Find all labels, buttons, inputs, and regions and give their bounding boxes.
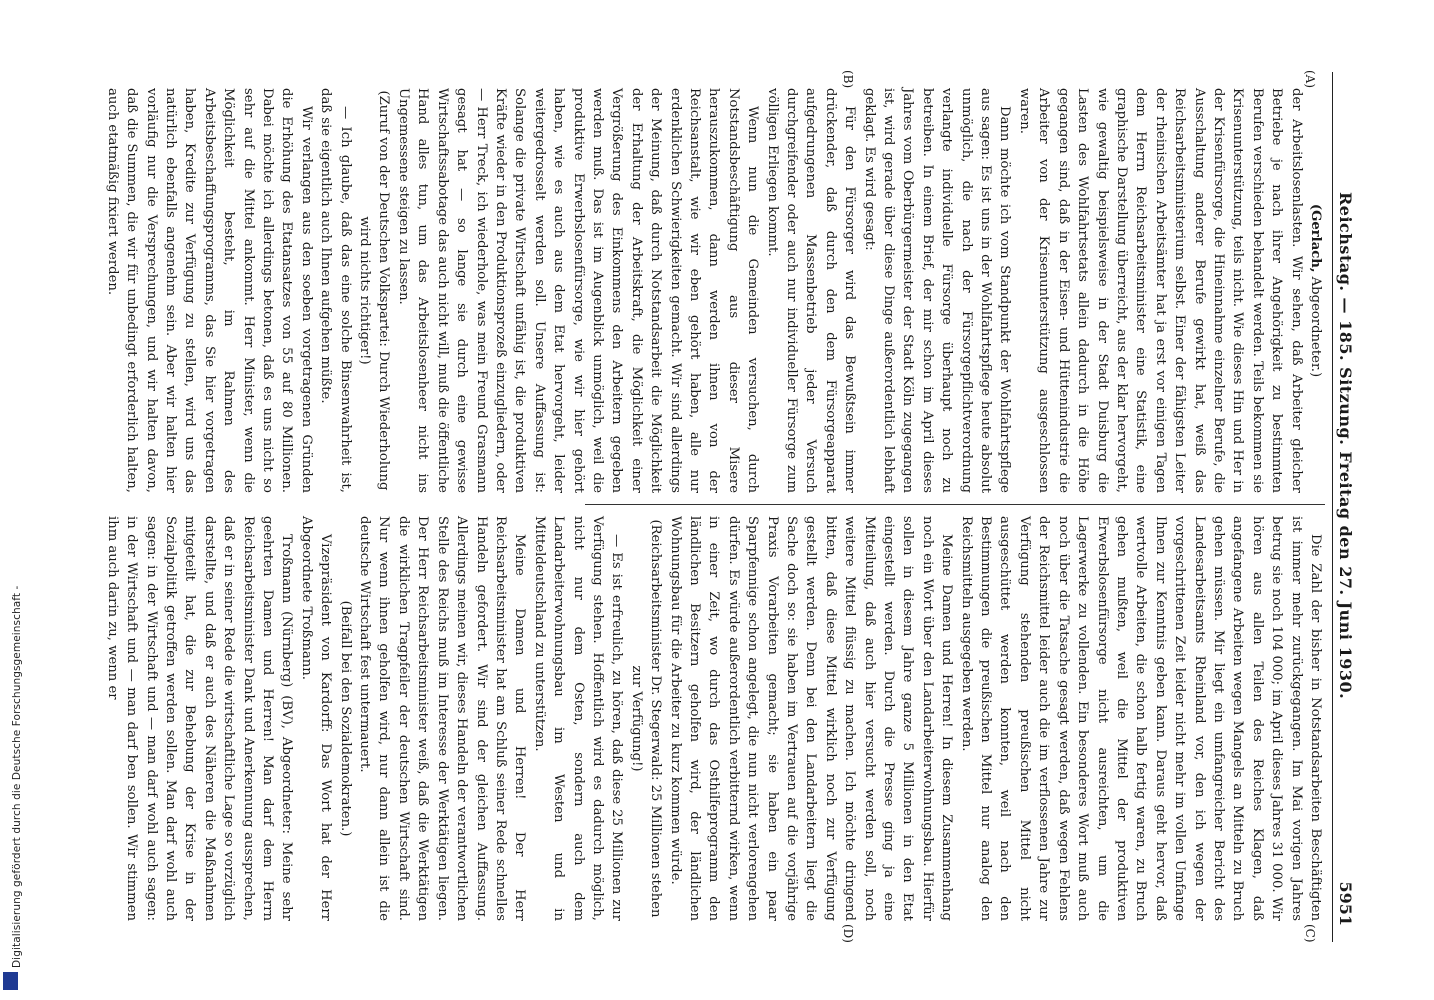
paragraph: Meine Damen und Herren! Der Herr Reichsarbeitsminister hat am Schluß seiner Rede schnelles Handeln gefordert. Wir sind der gleichen Auffassung. Allerdings meinen wir, dieses Handeln der verantwortlichen Stelle des Reichs muß im Interesse der Werktätigen liegen. Der Herr Reichsarbeitsminister weiß, daß die Werktätigen die wirklichen Tragpfeiler der deutschen Wirtschaft sind. Nur wenn ihnen geholfen wird, nur dann allein ist die deutsche Wirtschaft fest untermauert.: [357, 516, 528, 921]
speaker-line: [1306, 88, 1325, 493]
margin-marker-b: (B): [841, 70, 855, 89]
interjection: (Reichsarbeitsminister Dr. Stegerwald: 25 Millionen stehen zur Verfügung!): [628, 519, 664, 918]
paragraph: Meine Damen und Herren! In diesem Zusammenhang noch ein Wort über den Landarbeiterwohnungsbau. Hierfür sollen in diesem Jahre ganze 5 Millionen in den Etat eingestellt werden. Durch die Presse ging ja eine Mitteilung, daß auch hier versucht werden soll, noch weitere Mittel flüssig zu machen. Ich möchte dringend bitten, daß diese Mittel wirklich noch zur Verfügung gestellt werden. Denn bei den Landarbeitern liegt die Sache doch so: sie haben im Vertrauen auf die vorjährige Praxis Vorarbeiten gemacht; sie haben ein paar Sparpfennige schon angelegt, die nun nicht verlorengehen dürfen. Es würde außerordentlich verbitternd wirken, wenn in einer Zeit, wo durch das Osthilfeprogramm den ländlichen Besitzern geholfen wird, der ländlichen Wohnungsbau für die Arbeiter zu kurz kommen würde.: [667, 516, 955, 921]
paragraph: Die Zahl der bisher in Notstandsarbeiten Beschäftigten ist immer mehr zurückgegangen. Im Mai vorigen Jahres betrug sie noch 104 000; im April dieses Jahres 31 000. Wir hören aus allen Teilen des Reiches Klagen, daß angefangene Arbeiten wegen Mangels an Mitteln zu Bruch gehen müssen. Mir liegt ein umfangreicher Bericht des Landesarbeitsamts Rheinland vor, den ich wegen der vorgeschrittenen Zeit leider nicht mehr im vollen Umfange Ihnen zur Kenntnis geben kann. Daraus geht hervor, daß wertvolle Arbeiten, die schon halb fertig waren, zu Bruch gehen mußten, weil die Mittel der produktiven Erwerbslosenfürsorge nicht ausreichten, um die Lagerwerke zu vollenden. Ein besonderes Wort muß auch noch über die Tatsache gesagt werden, daß wegen Fehlens der Reichsmittel leider auch die im verflossenen Jahre zur Verfügung stehenden preußischen Mittel nicht ausgeschüttet werden konnten, weil nach den Bestimmungen die preußischen Mittel nur analog den Reichsmitteln ausgegeben werden.: [958, 516, 1323, 921]
applause-note: (Beifall bei den Sozialdemokraten.): [337, 600, 353, 837]
paragraph: — Ich glaube, daß das eine solche Binsenwahrheit ist, daß sie eigentlich auch Ihnen aufgehen müßte.: [318, 88, 353, 493]
margin-marker-c: (C): [1303, 924, 1317, 943]
paragraph: Wenn nun die Gemeinden versuchen, durch Notstandsbeschäftigung aus dieser Misere herauszukommen, dann werden ihnen von der Reichsanstalt, wie wir eben gehört haben, alle nur erdenklichen Schwierigkeiten gemacht. Wir sind allerdings der Meinung, daß durch Notstandsarbeit die Möglichkeit der Erhaltung der Arbeitskraft, die Möglichkeit einer Vergrößerung des Einkommens den Arbeitern gegeben werden muß. Das ist im Augenblick unmöglich, weil die produktive Erwerbslosenfürsorge, wie wir hier gehört haben, wie es auch aus dem Etat hervorgeht, leider weitergedrosselt werden soll. Unsere Auffassung ist: Solange die private Wirtschaft unfähig ist, die produktiven Kräfte wieder in den Produktionsprozeß einzugliedern, oder — Herr Treck, ich wiederhole, was mein Freund Grasmann gesagt hat — so lange sie durch eine gewisse Wirtschaftssabotage das auch nicht will, muß die öffentliche Hand alles tun, um das Arbeitslosenheer nicht ins Ungemessene steigen zu lassen.: [395, 88, 761, 493]
margin-marker-d: (D): [841, 924, 855, 943]
paragraph: Vizepräsident von Kardorff: Das Wort hat der Herr Abgeordnete Troßmann.: [298, 516, 334, 921]
dfg-logo-icon: [3, 972, 18, 990]
speaker-name: (Gerlach,: [1308, 203, 1323, 273]
right-column: [104, 516, 1325, 921]
digitization-credit: [0, 0, 22, 1000]
page-header-title: Reichstag. — 185. Sitzung. Freitag den 27. Juni 1930.: [1336, 192, 1355, 700]
paragraph: — Es ist erfreulich, zu hören, daß diese 25 Millionen zur Verfügung stehen. Hoffentlich wird es dadurch möglich, nicht nur dem Osten, sondern auch dem Landarbeiterwohnungsbau im Westen und in Mitteldeutschland zu unterstützen.: [531, 516, 625, 921]
speaker-role: Abgeordneter.): [1308, 276, 1323, 378]
quotation: Für den Fürsorger wird das Bewußtsein immer drückender, daß durch den dem Fürsorgeapparat aufgedrungenen Massenbetrieb jeder Versuch durchgreifender oder auch nur individueller Fürsorge zum völligen Erliegen kommt.: [764, 88, 858, 493]
paragraph: Wir verlangen aus den soeben vorgetragenen Gründen die Erhöhung des Etatansatzes von 55 auf 80 Millionen. Dabei möchte ich allerdings betonen, daß es uns nicht so sehr auf die Mittel ankommt. Herr Minister, wenn die Möglichkeit besteht, im Rahmen des Arbeitsbeschaffungsprogramms, das Sie hier vorgetragen haben, Kredite zur Verfügung zu stellen, wird uns das natürlich ebenfalls angenehm sein. Aber wir halten hier vorläufig nur die Versprechungen, und wir halten davon, daß die Summen, die wir für unbedingt erforderlich halten, auch etatmäßig fixiert werden.: [104, 88, 314, 493]
paragraph: Troßmann (Nürnberg) (BV), Abgeordneter: Meine sehr geehrten Damen und Herren! Man darf dem Herrn Reichsarbeitsminister Dank und Anerkennung aussprechen, daß er in seiner Rede die wirtschaftliche Lage so vorzüglich darstellte, und daß er auch des Näheren die Maßnahmen mitgeteilt hat, die zur Behebung der Krise in der Sozialpolitik getroffen werden sollen. Man darf wohl auch sagen: in der Wirtschaft und — man darf wohl auch sagen: in der Wirtschaft und — man darf ben sollen. Wir stimmen ihm auch darin zu, wenn er: [104, 516, 295, 921]
interjection: (Zuruf von der Deutschen Volkspartei: Durch Wiederholung wird nichts richtiger!): [357, 90, 392, 491]
credit-text: Digitalisierung gefördert durch die Deutsche Forschungsgemeinschaft -: [11, 585, 23, 968]
margin-marker-a: (A): [1303, 70, 1317, 89]
paragraph: Dann möchte ich vom Standpunkt der Wohlfahrtspflege aus sagen: Es ist uns in der Wohlfahrtspflege heute absolut unmöglich, die nach der Fürsorgepflichtverordnung verlangte individuelle Fürsorge überhaupt noch zu betreiben. In einem Brief, der mir schon im April dieses Jahres vom Oberbürgermeister der Stadt Köln zugegangen ist, wird gerade über diese Dinge außerordentlich lebhaft geklagt. Es wird gesagt:: [861, 88, 1013, 493]
scanned-page: [104, 70, 1355, 943]
column-divider: [585, 504, 1325, 505]
running-head: [1332, 72, 1355, 942]
page-number: 5951: [1336, 881, 1355, 926]
left-column: [104, 88, 1325, 493]
paragraph: der Arbeitslosenlasten. Wir sehen, daß Arbeiter gleicher Betriebe je nach ihrer Angehörigkeit zu bestimmten Berufen verschieden behandelt werden. Teils bekommen sie Krisenunterstützung, teils nicht. Wie dieses Hin und Her in der Krisenfürsorge, die Hineinnahme einzelner Berufe, die Ausschaltung anderer Berufe gewirkt hat, weiß das Reichsarbeitsministerium selbst. Einer der fähigsten Leiter der rheinischen Arbeitsämter hat ja erst vor einigen Tagen dem Herrn Reichsarbeitsminister eine Statistik, eine graphische Darstellung überreicht, aus der klar hervorgeht, wie gewaltig beispielsweise in der Stadt Duisburg die Lasten des Wohlfahrtsetats allein dadurch in die Höhe gegangen sind, daß in der Eisen- und Hüttenindustrie die Arbeiter von der Krisenunterstützung ausgeschlossen waren.: [1016, 88, 1304, 493]
